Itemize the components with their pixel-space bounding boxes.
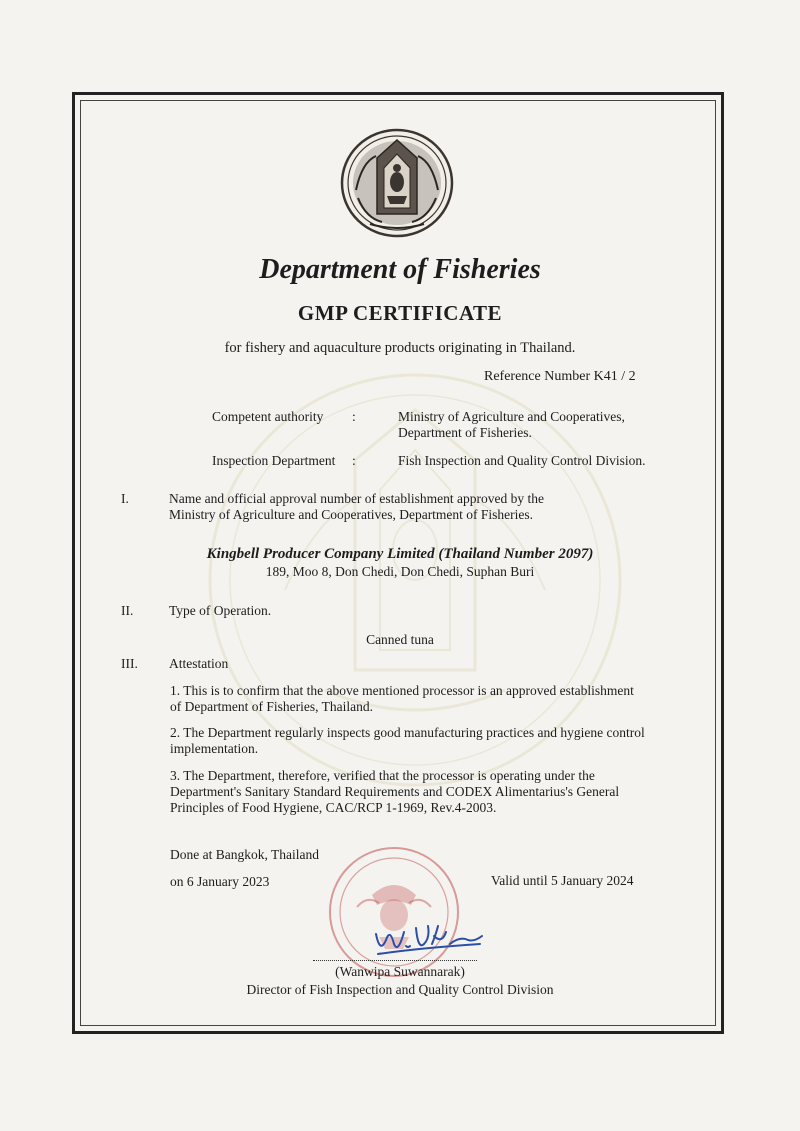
- section-2-title: Type of Operation.: [169, 603, 272, 618]
- competent-authority-label: Competent authority: [212, 409, 324, 424]
- section-1-line2: Ministry of Agriculture and Cooperatives, Department of Fisheries.: [169, 507, 534, 522]
- done-at-place: Done at Bangkok, Thailand: [170, 847, 319, 862]
- operation-type-value: Canned tuna: [366, 632, 434, 647]
- attestation-item-3: 3. The Department, therefore, verified that the processor is operating under the Department's Sanitary Standard Requirements and CODEX Alimentarius's General Principles of Food Hygiene, CAC/RCP 1-1969, Rev.4-2003.: [170, 768, 620, 815]
- competent-authority-line2: Department of Fisheries.: [398, 425, 532, 440]
- inspection-department-colon: :: [352, 453, 356, 468]
- section-1-numeral: I.: [121, 491, 129, 506]
- competent-authority-line1: Ministry of Agriculture and Cooperatives,: [398, 409, 625, 424]
- competent-authority-colon: :: [352, 409, 356, 424]
- reference-number: Reference Number K41 / 2: [484, 369, 636, 384]
- department-title: Department of Fisheries: [259, 254, 541, 285]
- section-3-numeral: III.: [121, 656, 138, 671]
- issue-date: on 6 January 2023: [170, 874, 270, 889]
- signatory-name: (Wanwipa Suwannarak): [335, 964, 465, 979]
- ministry-seal-icon: [340, 128, 454, 238]
- certificate-title: GMP CERTIFICATE: [297, 301, 503, 325]
- company-address: 189, Moo 8, Don Chedi, Don Chedi, Suphan Buri: [265, 564, 535, 579]
- inspection-department-label: Inspection Department: [212, 453, 336, 468]
- signature-line: [313, 960, 477, 961]
- signatory-title: Director of Fish Inspection and Quality Control Division: [246, 982, 554, 997]
- inspection-department-value: Fish Inspection and Quality Control Division.: [398, 453, 646, 468]
- section-1-line1: Name and official approval number of establishment approved by the: [169, 491, 545, 506]
- section-3-title: Attestation: [169, 656, 229, 671]
- certificate-subtitle: for fishery and aquaculture products originating in Thailand.: [224, 340, 576, 356]
- attestation-item-2: 2. The Department regularly inspects good manufacturing practices and hygiene control implementation.: [170, 725, 645, 756]
- section-2-numeral: II.: [121, 603, 134, 618]
- valid-until-date: Valid until 5 January 2024: [491, 873, 634, 888]
- signature-icon: [370, 914, 485, 962]
- company-name: Kingbell Producer Company Limited (Thailand Number 2097): [206, 546, 594, 562]
- attestation-item-1: 1. This is to confirm that the above mentioned processor is an approved establishment of Department of Fisheries, Thailand.: [170, 683, 634, 714]
